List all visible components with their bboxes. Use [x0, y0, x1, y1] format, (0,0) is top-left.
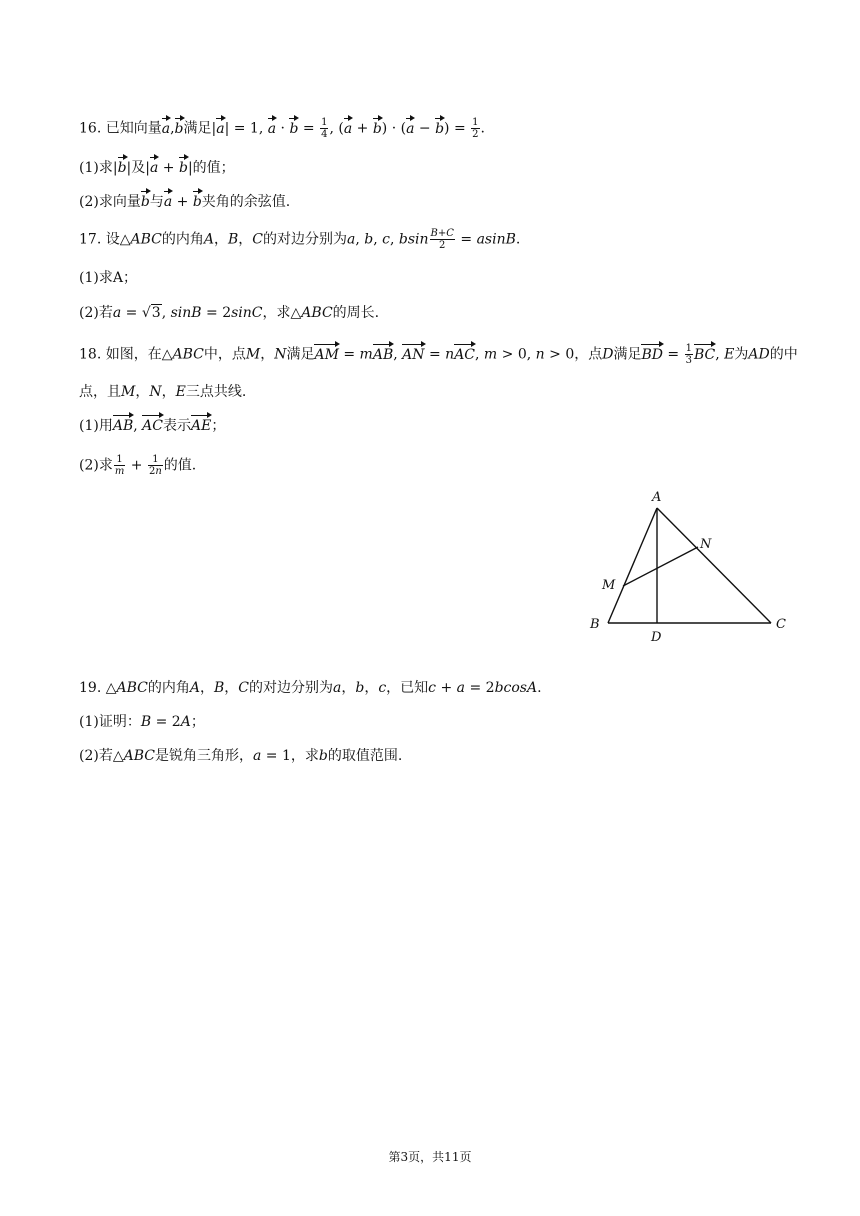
q16-part2: (2)求向量b与a + b夹角的余弦值. — [79, 194, 291, 210]
label-m: M — [602, 578, 616, 593]
q19-stem: 19. △ABC的内角A，B，C的对边分别为a，b，c，已知c + a = 2bcosA. — [79, 680, 542, 696]
q19-part2: (2)若△ABC是锐角三角形，a = 1，求b的取值范围. — [79, 748, 403, 764]
page-footer: 第3页，共11页 — [388, 1150, 472, 1164]
label-c: C — [776, 617, 786, 632]
q18-stem: 18. 如图，在△ABC中，点M，N满足AM = mAB, AN = nAC, m > 0, n > 0，点D满足BD = $\frac{1}{3}$ BC, E为AD的中 — [79, 343, 798, 366]
q17-part2: (2)若a = √3, sinB = 2sinC，求△ABC的周长. — [79, 305, 380, 321]
q17-stem: 17. 设△ABC的内角A，B，C的对边分别为a, b, c, bsin $\frac{B+C}{2}$ = asinB. — [79, 228, 521, 251]
q16-part1: (1)求|b|及|a + b|的值； — [79, 160, 235, 176]
q19-part1: (1)证明：B = 2A； — [79, 714, 205, 730]
label-d: D — [651, 630, 662, 645]
triangle-figure — [585, 485, 795, 650]
edge-ab — [608, 508, 657, 623]
q18-part1: (1)用AB, AC表示AE； — [79, 418, 226, 434]
segment-mn — [623, 547, 698, 586]
label-b: B — [590, 617, 600, 632]
q17-part1: (1)求A； — [79, 270, 137, 286]
q16-stem: 16. 已知向量a,b满足|a| = 1, a · b = $\frac{1}{4}$ , (a + b) · (a − b) = $\frac{1}{2}$ . — [79, 117, 485, 140]
q18-part2: (2)求 $\frac{1}{m}$ + $\frac{1}{2n}$ 的值. — [79, 454, 197, 477]
edge-ac — [657, 508, 771, 623]
q18-stem-line2: 点，且M，N，E三点共线. — [79, 384, 247, 400]
label-a: A — [652, 490, 662, 505]
label-n: N — [700, 537, 712, 552]
